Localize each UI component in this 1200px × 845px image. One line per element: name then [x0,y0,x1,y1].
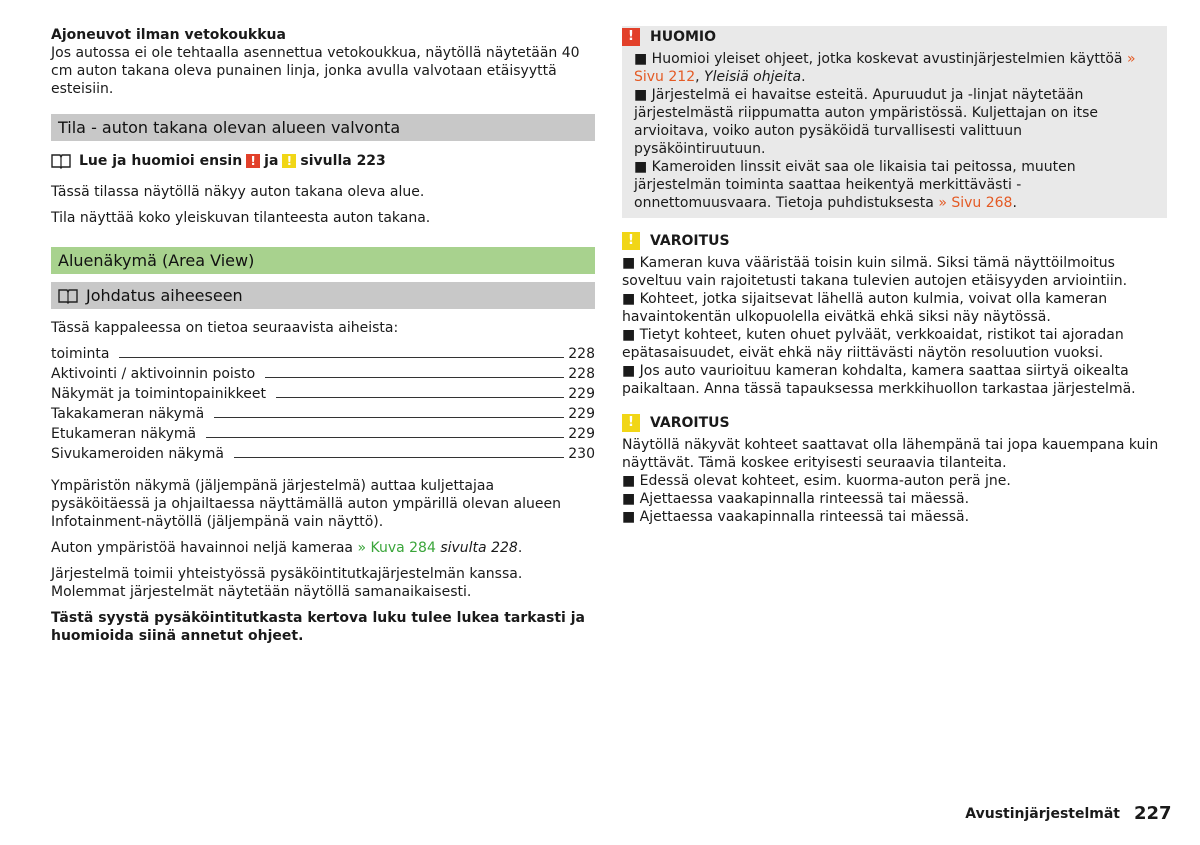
footer-chapter: Avustinjärjestelmät [965,806,1120,822]
toc-leader [206,437,564,438]
toc-page: 229 [568,426,595,442]
toc-row[interactable] [51,423,595,443]
intro-text: Jos autossa ei ole tehtaalla asennettua vetokoukkua, näytöllä näytetään 40 cm auton takana oleva punainen linja, jonka avulla valvotaan etäisyyttä esteisiin. [51,45,580,97]
note-title: HUOMIO [650,29,717,45]
left-column [51,26,595,645]
warning-block-2 [622,412,1167,526]
intro-heading: Johdatus aiheeseen [86,286,243,305]
toc-leader [214,417,564,418]
section-title-rear-monitoring: Tila - auton takana olevan alueen valvonta [51,114,595,141]
warning-body [622,252,1167,398]
note-bullet: ■ Kameroiden linssit eivät saa ole likaisia tai peitossa, muuten järjestelmän toiminta saattaa heikentyä merkittävästi - onnettomuusvaara. Tietoja puhdistuksesta » Sivu 268. [634,159,1076,211]
toc-label: Sivukameroiden näkymä [51,446,224,462]
toc-leader [276,397,564,398]
note-body [622,48,1167,212]
toc-intro: Tässä kappaleessa on tietoa seuraavista aiheista: [51,320,399,336]
page-number: 227 [1134,803,1172,824]
warning-intro: Näytöllä näkyvät kohteet saattavat olla lähempänä tai jopa kauempana kuin näyttävät. Tämä koskee erityisesti seuraavia tilanteita. [622,437,1159,471]
toc-label: toiminta [51,346,110,362]
paragraph-3: Ympäristön näkymä (jäljempänä järjestelmä) auttaa kuljettajaa pysäköitäessä ja ohjailtaessa näyttämällä auton ympärillä olevan alueen Infotainment-näytöllä (jäljempänä vain näyttö). [51,478,562,530]
warning-block-1 [622,230,1167,398]
paragraph-6: Tästä syystä pysäköintitutkasta kertova luku tulee lukea tarkasti ja huomioida siinä annetut ohjeet. [51,610,585,644]
toc-leader [119,357,564,358]
paragraph-1: Tässä tilassa näytöllä näkyy auton takana oleva alue. [51,184,425,200]
note-bullet-text: ■ Huomioi yleiset ohjeet, jotka koskevat avustinjärjestelmien käyttöä [634,51,1123,67]
toc-row[interactable] [51,383,595,403]
warning-bullet: ■ Kohteet, jotka sijaitsevat lähellä auton kulmia, voivat olla kameran havaintokentän ulkopuolella eivätkä ehkä siksi näy näytössä. [622,291,1108,325]
toc-list [51,343,595,463]
warning-title: VAROITUS [650,415,730,431]
paragraph-2: Tila näyttää koko yleiskuvan tilanteesta auton takana. [51,210,431,226]
page-link[interactable]: » Sivu 268 [938,195,1013,211]
toc-label: Etukameran näkymä [51,426,197,442]
toc-row[interactable] [51,343,595,363]
warning-yellow-icon: ! [622,414,640,432]
warning-bullet: ■ Jos auto vaurioituu kameran kohdalta, kamera saattaa siirtyä oikealta paikaltaan. Anna tässä tapauksessa merkkihuollon tarkastaa järjestelmä. [622,363,1136,397]
intro-heading-bar [51,282,595,309]
warning-bullet: ■ Ajettaessa vaakapinnalla rinteessä tai mäessä. [622,491,970,507]
toc-leader [234,457,564,458]
toc-row[interactable] [51,403,595,423]
section-title-area-view: Aluenäkymä (Area View) [51,247,595,274]
warning-bullet: ■ Kameran kuva vääristää toisin kuin silmä. Siksi tämä näyttöilmoitus soveltuu vain rajoitetusti takana tulevien autojen etäisyyden arviointiin. [622,255,1128,289]
toc-label: Aktivointi / aktivoinnin poisto [51,366,256,382]
warning-title: VAROITUS [650,233,730,249]
toc-row[interactable] [51,443,595,463]
toc-page: 230 [568,446,595,462]
warning-header [622,230,1167,252]
paragraph-5: Järjestelmä toimii yhteistyössä pysäköintitutkajärjestelmän kanssa. Molemmat järjestelmät näytetään näytöllä samanaikaisesti. [51,566,523,600]
read-first-prefix: Lue ja huomioi ensin [79,153,243,169]
paragraph-4-italic: sivulta 228 [440,540,518,556]
warning-body [622,434,1167,526]
warning-bullet: ■ Tietyt kohteet, kuten ohuet pylväät, verkkoaidat, ristikot tai ajoradan epätasaisuudet, eivät ehkä näy riittävästi näytön resoluution vuoksi. [622,327,1124,361]
page-link[interactable]: » Sivu 212 [634,51,1136,85]
book-icon [58,288,78,304]
warning-bullet: ■ Ajettaessa vaakapinnalla rinteessä tai mäessä. [622,509,970,525]
note-box [622,26,1167,218]
figure-link[interactable]: » Kuva 284 [357,540,436,556]
toc-label: Takakameran näkymä [51,406,205,422]
paragraph-4-text: Auton ympäristöä havainnoi neljä kameraa [51,540,353,556]
toc-page: 228 [568,366,595,382]
read-first-line [51,151,595,171]
book-icon [51,153,71,169]
toc-leader [265,377,564,378]
note-header [622,26,1167,48]
warning-red-icon: ! [246,154,260,168]
toc-page: 228 [568,346,595,362]
right-column [622,26,1167,526]
note-bullet: ■ Huomioi yleiset ohjeet, jotka koskevat avustinjärjestelmien käyttöä » Sivu 212, Yleisiä ohjeita. [634,51,1136,85]
note-bullet: ■ Järjestelmä ei havaitse esteitä. Apuruudut ja -linjat näytetään järjestelmästä riippumatta auton ympäristössä. Kuljettajan on itse arvioitava, voiko auton pysäköidä turvallisesti valittuun pysäköintiruutuun. [634,87,1099,157]
read-first-and: ja [264,153,279,169]
read-first-suffix: sivulla 223 [300,153,386,169]
warning-yellow-icon: ! [282,154,296,168]
note-bullet-italic: Yleisiä ohjeita [704,69,802,85]
warning-bullet: ■ Edessä olevat kohteet, esim. kuorma-auton perä jne. [622,473,1011,489]
note-bullet-text: ■ Kameroiden linssit eivät saa ole likaisia tai peitossa, muuten järjestelmän toiminta saattaa heikentyä merkittävästi - onnettomuusvaara. Tietoja puhdistuksesta [634,159,1076,211]
intro-title: Ajoneuvot ilman vetokoukkua [51,27,286,43]
paragraph-4-end: . [517,540,523,556]
warning-header [622,412,1167,434]
warning-red-icon: ! [622,28,640,46]
toc-page: 229 [568,406,595,422]
toc-label: Näkymät ja toimintopainikkeet [51,386,266,402]
toc-row[interactable] [51,363,595,383]
warning-yellow-icon: ! [622,232,640,250]
toc-page: 229 [568,386,595,402]
paragraph-4 [51,539,595,557]
